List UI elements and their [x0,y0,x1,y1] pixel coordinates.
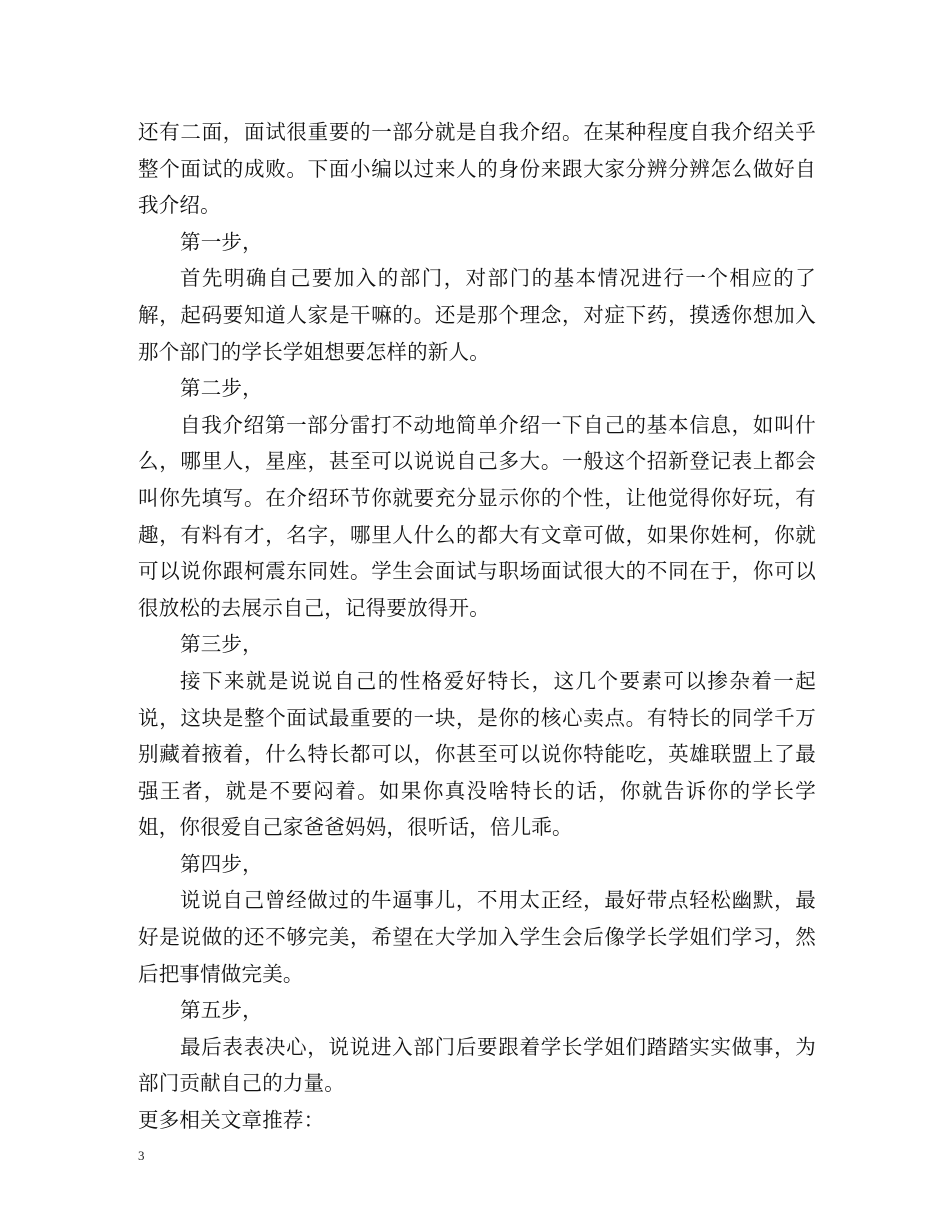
page-number: 3 [138,1148,145,1163]
step-one-heading: 第一步， [180,229,263,254]
paragraph-intro: 还有二面，面试很重要的一部分就是自我介绍。在某种程度自我介绍关乎整个面试的成败。下面小编以过来人的身份来跟大家分辨分辨怎么做好自我介绍。 [138,120,816,218]
step-five-heading: 第五步， [180,998,263,1023]
step-one-paragraph: 首先明确自己要加入的部门，对部门的基本情况进行一个相应的了解，起码要知道人家是干嘛的。还是那个理念，对症下药，摸透你想加入那个部门的学长学姐想要怎样的新人。 [138,266,816,364]
step-three-paragraph: 接下来就是说说自己的性格爱好特长，这几个要素可以掺杂着一起说，这块是整个面试最重要的一块，是你的核心卖点。有特长的同学千万别藏着掖着，什么特长都可以，你甚至可以说你特能吃，英雄联盟上了最强王者，就是不要闷着。如果你真没啥特长的话，你就告诉你的学长学姐，你很爱自己家爸爸妈妈，很听话，倍儿乖。 [138,668,816,840]
step-four-heading: 第四步， [180,851,263,876]
related-articles-heading: 更多相关文章推荐： [138,1108,325,1133]
step-two-heading: 第二步， [180,376,263,401]
step-three-heading: 第三步， [180,632,263,657]
step-four-paragraph: 说说自己曾经做过的牛逼事儿，不用太正经，最好带点轻松幽默，最好是说做的还不够完美，希望在大学加入学生会后像学长学姐们学习，然后把事情做完美。 [138,888,816,986]
step-five-paragraph: 最后表表决心，说说进入部门后要跟着学长学姐们踏踏实实做事，为部门贡献自己的力量。 [138,1034,816,1096]
step-two-paragraph: 自我介绍第一部分雷打不动地简单介绍一下自己的基本信息，如叫什么，哪里人，星座，甚至可以说说自己多大。一般这个招新登记表上都会叫你先填写。在介绍环节你就要充分显示你的个性，让他觉得你好玩，有趣，有料有才，名字，哪里人什么的都大有文章可做，如果你姓柯，你就可以说你跟柯震东同姓。学生会面试与职场面试很大的不同在于，你可以很放松的去展示自己，记得要放得开。 [138,412,816,620]
document-body [138,114,816,1139]
